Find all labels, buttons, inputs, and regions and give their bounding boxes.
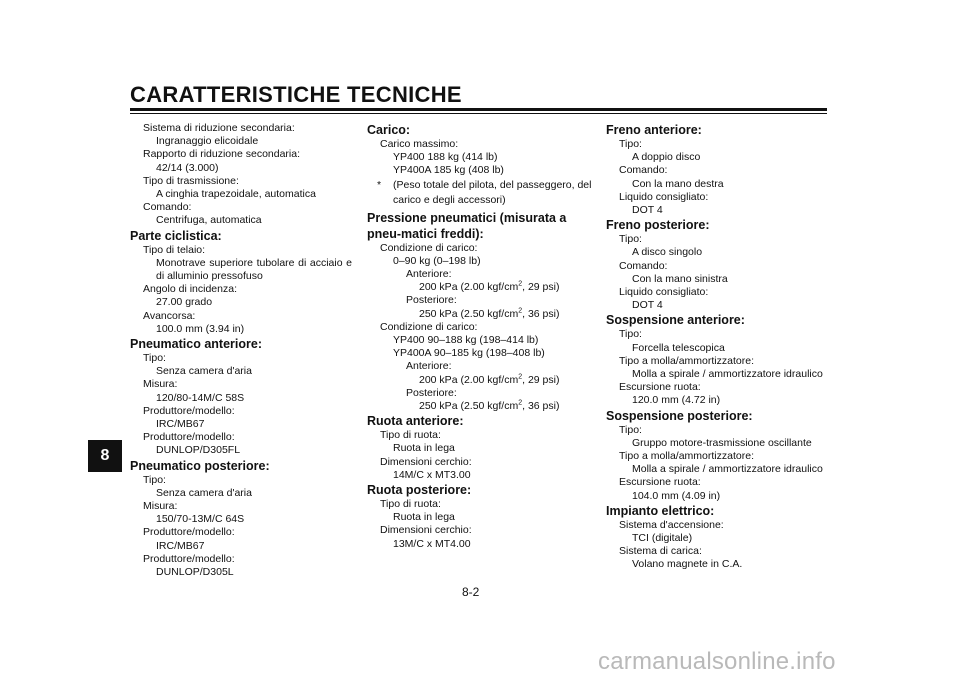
- title-rule-thick: [130, 108, 827, 111]
- spec-value: Molla a spirale / ammortizzatore idraulico: [632, 463, 823, 476]
- spec-value: DUNLOP/D305L: [156, 566, 234, 579]
- spec-value: Ruota in lega: [393, 442, 455, 455]
- spec-label: Tipo:: [143, 352, 166, 365]
- spec-value: 14M/C x MT3.00: [393, 468, 471, 481]
- spec-value: Ingranaggio elicoidale: [156, 135, 259, 148]
- section-heading-rear-tire: Pneumatico posteriore:: [130, 458, 270, 473]
- spec-sublabel: Posteriore:: [406, 294, 457, 307]
- spec-label: Tipo di telaio:: [143, 243, 206, 256]
- spec-sublabel: Anteriore:: [406, 360, 452, 373]
- spec-label: Condizione di carico:: [380, 241, 478, 254]
- note-text: (Peso totale del pilota, del passeggero, del carico e degli accessori): [393, 178, 592, 206]
- section-heading-front-tire: Pneumatico anteriore:: [130, 337, 262, 352]
- spec-label: Produttore/modello:: [143, 431, 235, 444]
- spec-value: Monotrave superiore tubolare di acciaio e di alluminio pressofuso: [156, 256, 352, 283]
- page-title: CARATTERISTICHE TECNICHE: [130, 82, 462, 107]
- section-heading-chassis: Parte ciclistica:: [130, 228, 222, 243]
- spec-label: Tipo di trasmissione:: [143, 174, 239, 187]
- spec-value: 200 kPa (2.00 kgf/$cm^2$, 29 psi): [419, 280, 560, 294]
- spec-label: Comando:: [619, 259, 668, 272]
- spec-label: Misura:: [143, 500, 178, 513]
- spec-value: 120/80-14M/C 58S: [156, 391, 245, 404]
- spec-label: Sistema d'accensione:: [619, 518, 724, 531]
- page-number: 8-2: [462, 585, 480, 599]
- spec-label: Tipo di ruota:: [380, 429, 441, 442]
- spec-label: Liquido consigliato:: [619, 190, 709, 203]
- spec-label: Condizione di carico:: [380, 320, 478, 333]
- spec-value: Centrifuga, automatica: [156, 214, 262, 227]
- spec-value: 0–90 kg (0–198 lb): [393, 254, 481, 267]
- spec-value: IRC/MB67: [156, 418, 205, 431]
- spec-value: YP400 188 kg (414 lb): [393, 151, 498, 164]
- spec-value: YP400 90–188 kg (198–414 lb): [393, 334, 539, 347]
- spec-label: Escursione ruota:: [619, 381, 701, 394]
- spec-label: Tipo:: [619, 423, 642, 436]
- spec-label: Tipo di ruota:: [380, 498, 441, 511]
- spec-value: Gruppo motore-trasmissione oscillante: [632, 436, 812, 449]
- spec-value: A doppio disco: [632, 151, 701, 164]
- spec-value: 120.0 mm (4.72 in): [632, 394, 721, 407]
- spec-label: Comando:: [143, 201, 192, 214]
- spec-label: Produttore/modello:: [143, 404, 235, 417]
- spec-sublabel: Anteriore:: [406, 268, 452, 281]
- column-2: [367, 122, 592, 551]
- spec-value: 100.0 mm (3.94 in): [156, 322, 245, 335]
- title-rule-thin: [130, 113, 827, 114]
- section-heading-front-wheel: Ruota anteriore:: [367, 414, 464, 429]
- section-heading-rear-brake: Freno posteriore:: [606, 218, 710, 233]
- spec-label: Avancorsa:: [143, 309, 196, 322]
- watermark: carmanualsonline.info: [598, 648, 836, 675]
- spec-value: Senza camera d'aria: [156, 486, 252, 499]
- spec-value: Forcella telescopica: [632, 341, 725, 354]
- spec-label: Comando:: [619, 164, 668, 177]
- spec-label: Tipo:: [619, 233, 642, 246]
- spec-value: 250 kPa (2.50 kgf/$cm^2$, 36 psi): [419, 399, 560, 413]
- spec-label: Sistema di carica:: [619, 545, 702, 558]
- spec-value: Ruota in lega: [393, 511, 455, 524]
- spec-value: Con la mano destra: [632, 177, 724, 190]
- section-heading-pressure: Pressione pneumatici (misurata a pneu-matici freddi):: [367, 210, 567, 241]
- spec-label: Liquido consigliato:: [619, 286, 709, 299]
- spec-value: IRC/MB67: [156, 539, 205, 552]
- spec-label: Produttore/modello:: [143, 526, 235, 539]
- spec-value: DOT 4: [632, 299, 663, 312]
- spec-label: Escursione ruota:: [619, 476, 701, 489]
- spec-label: Carico massimo:: [380, 138, 459, 150]
- spec-value: DUNLOP/D305FL: [156, 444, 241, 457]
- load-note: [367, 178, 592, 208]
- spec-label: Tipo a molla/ammortizzatore:: [619, 450, 754, 463]
- spec-value: Senza camera d'aria: [156, 365, 252, 378]
- section-heading-electrical: Impianto elettrico:: [606, 503, 715, 518]
- section-heading-rear-wheel: Ruota posteriore:: [367, 483, 472, 498]
- spec-value: Con la mano sinistra: [632, 272, 728, 285]
- spec-value: 150/70-13M/C 64S: [156, 513, 245, 526]
- spec-label: Produttore/modello:: [143, 552, 235, 565]
- spec-value: Molla a spirale / ammortizzatore idraulico: [632, 368, 823, 381]
- spec-value: 250 kPa (2.50 kgf/$cm^2$, 36 psi): [419, 307, 560, 320]
- spec-label: Tipo:: [619, 328, 642, 341]
- spec-value: A disco singolo: [632, 246, 703, 259]
- section-heading-front-suspension: Sospensione anteriore:: [606, 313, 745, 328]
- chapter-tab: 8: [88, 440, 122, 472]
- spec-value: 42/14 (3.000): [156, 161, 219, 174]
- spec-value: YP400A 90–185 kg (198–408 lb): [393, 347, 545, 360]
- note-asterisk: *: [377, 178, 382, 191]
- spec-value: 104.0 mm (4.09 in): [632, 489, 721, 502]
- section-heading-rear-suspension: Sospensione posteriore:: [606, 408, 753, 423]
- spec-value: TCI (digitale): [632, 532, 693, 545]
- spec-value: YP400A 185 kg (408 lb): [393, 164, 504, 177]
- column-3: [606, 122, 831, 572]
- section-heading-front-brake: Freno anteriore:: [606, 123, 702, 137]
- spec-label: Angolo di incidenza:: [143, 283, 237, 296]
- spec-label: Dimensioni cerchio:: [380, 455, 472, 468]
- spec-label: Sistema di riduzione secondaria:: [143, 122, 295, 134]
- spec-label: Tipo:: [143, 473, 166, 486]
- spec-value: DOT 4: [632, 204, 663, 217]
- spec-value: 200 kPa (2.00 kgf/$cm^2$, 29 psi): [419, 373, 560, 386]
- spec-label: Tipo a molla/ammortizzatore:: [619, 354, 754, 367]
- spec-value: 27.00 grado: [156, 296, 213, 309]
- spec-label: Misura:: [143, 378, 178, 391]
- spec-value: 13M/C x MT4.00: [393, 537, 471, 550]
- spec-value: A cinghia trapezoidale, automatica: [156, 188, 316, 201]
- spec-sublabel: Posteriore:: [406, 386, 457, 399]
- column-1: [130, 122, 352, 579]
- spec-value: Volano magnete in C.A.: [632, 558, 743, 571]
- spec-label: Dimensioni cerchio:: [380, 524, 472, 537]
- spec-label: Rapporto di riduzione secondaria:: [143, 148, 301, 161]
- spec-label: Tipo:: [619, 138, 642, 150]
- section-heading-load: Carico:: [367, 123, 411, 137]
